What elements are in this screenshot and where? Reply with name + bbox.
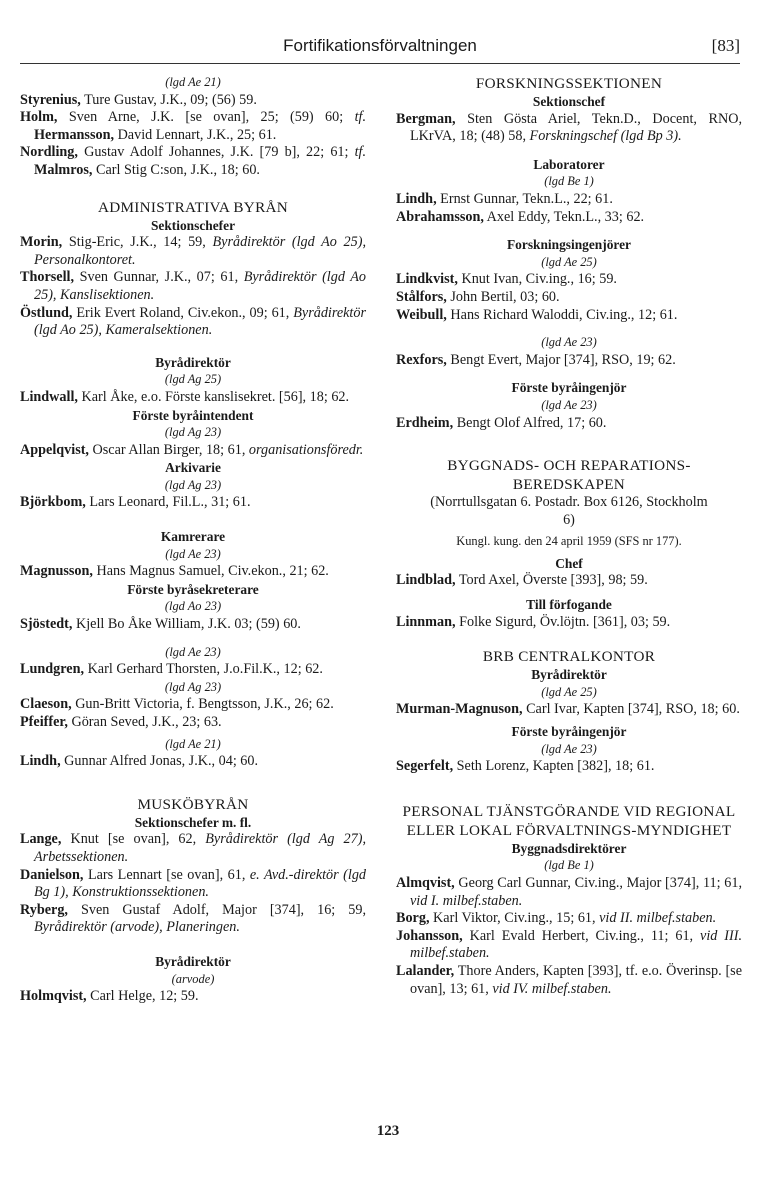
entry-name: Styrenius, bbox=[20, 91, 81, 108]
entry-name: Sjöstedt, bbox=[20, 616, 73, 633]
entry-text: Ture Gustav, J.K., 09; (56) 59. bbox=[84, 91, 257, 108]
entry-role: e. Avd.-direktör (lgd Bg 1), Konstruktionssektionen. bbox=[34, 866, 367, 901]
entry bbox=[396, 191, 742, 209]
entry bbox=[396, 910, 742, 928]
left-column bbox=[20, 74, 366, 1006]
entry-name: Weibull, bbox=[396, 306, 447, 323]
entry-name: Thorsell, bbox=[20, 269, 74, 286]
entry-name: Abrahamsson, bbox=[396, 208, 484, 225]
entry bbox=[396, 614, 742, 632]
entry bbox=[396, 289, 742, 307]
entry-name: Segerfelt, bbox=[396, 758, 454, 775]
entry-text: Sven Arne, J.K. [se ovan], 25; (59) 60; bbox=[68, 109, 344, 126]
entry-text: Kjell Bo Åke William, J.K. 03; (59) 60. bbox=[75, 616, 301, 633]
entry-role: vid IV. milbef.staben. bbox=[492, 980, 612, 997]
entry bbox=[396, 352, 742, 370]
entry-text: Ernst Gunnar, Tekn.L., 22; 61. bbox=[440, 190, 613, 207]
entry bbox=[20, 563, 366, 581]
rank-tag: (lgd Be 1) bbox=[544, 858, 594, 873]
entry bbox=[396, 572, 742, 590]
entry-name: Holmqvist, bbox=[20, 988, 87, 1005]
rank-tag: (lgd Ae 23) bbox=[165, 644, 221, 659]
entry-name: Lindh, bbox=[20, 753, 61, 770]
entry bbox=[20, 389, 366, 407]
entry-text: Knut [se ovan], 62, bbox=[70, 831, 197, 848]
entry bbox=[20, 269, 366, 304]
subsection-heading: Byrådirektör bbox=[155, 953, 231, 969]
rank-tag: (lgd Ag 23) bbox=[164, 477, 222, 492]
entry-text: Seth Lorenz, Kapten [382], 18; 61. bbox=[456, 758, 655, 775]
rank-tag: (lgd Ao 23) bbox=[164, 599, 222, 614]
entry bbox=[20, 442, 366, 460]
entry-name: Appelqvist, bbox=[20, 441, 89, 458]
entry bbox=[20, 902, 366, 937]
rank-tag: (lgd Ae 21) bbox=[165, 736, 221, 751]
subsection-heading: Förste byråingenjör bbox=[511, 380, 627, 396]
entry-name: Lindwall, bbox=[20, 388, 78, 405]
entry bbox=[396, 209, 742, 227]
entry-text: Lars Lennart [se ovan], 61, bbox=[87, 866, 246, 883]
entry-text: Bengt Olof Alfred, 17; 60. bbox=[456, 414, 607, 431]
entry-text: Karl Viktor, Civ.ing., 15; 61, bbox=[433, 910, 596, 927]
subsection-heading: Sektionschef bbox=[532, 94, 606, 109]
entry-name: Linnman, bbox=[396, 613, 456, 630]
entry-text: Gun-Britt Victoria, f. Bengtsson, J.K., 26; 62. bbox=[75, 696, 334, 713]
entry-acting: tf. bbox=[354, 109, 367, 126]
entry-name: Lindkvist, bbox=[396, 271, 458, 288]
rank-tag: (lgd Ae 23) bbox=[165, 546, 221, 561]
rank-tag: (lgd Ag 23) bbox=[164, 425, 222, 440]
entry-text: Hans Magnus Samuel, Civ.ekon., 21; 62. bbox=[96, 563, 329, 580]
entry-text: David Lennart, J.K., 25; 61. bbox=[117, 126, 277, 143]
entry-text: Oscar Allan Birger, 18; 61, bbox=[92, 441, 246, 458]
subsection-heading: Byrådirektör bbox=[155, 354, 231, 370]
rank-tag: (lgd Ae 23) bbox=[541, 335, 597, 350]
rank-tag: (lgd Ae 23) bbox=[541, 397, 597, 412]
entry-name: Morin, bbox=[20, 234, 63, 251]
page-number: 123 bbox=[376, 1123, 400, 1139]
entry-name: Lundgren, bbox=[20, 661, 85, 678]
entry bbox=[396, 111, 742, 146]
entry-name: Claeson, bbox=[20, 696, 72, 713]
entry-text: Sten Gösta Ariel, Tekn.D., Docent, RNO, LKrVA, 18; (48) 58, bbox=[410, 110, 743, 145]
entry-text: Stig-Eric, J.K., 14; 59, bbox=[68, 234, 206, 251]
entry-name: Stålfors, bbox=[396, 288, 447, 305]
entry-role: Byrådirektör (arvode), Planeringen. bbox=[34, 919, 240, 936]
entry-text: Lars Leonard, Fil.L., 31; 61. bbox=[89, 494, 251, 511]
subsection-heading: Sektionschefer m. fl. bbox=[134, 814, 252, 830]
entry-name: Johansson, bbox=[396, 927, 463, 944]
entry-text: Axel Eddy, Tekn.L., 33; 62. bbox=[486, 208, 645, 225]
entry bbox=[396, 963, 742, 998]
subsection-heading: Byggnadsdirektörer bbox=[511, 840, 627, 856]
entry bbox=[396, 928, 742, 963]
entry-name: Erdheim, bbox=[396, 414, 454, 431]
entry bbox=[20, 696, 366, 714]
entry-name: Murman-Magnuson, bbox=[396, 701, 523, 718]
rank-tag: (lgd Ag 25) bbox=[164, 372, 222, 387]
entry-acting: tf. bbox=[354, 144, 367, 161]
entry-role: vid III. milbef.staben. bbox=[410, 927, 743, 962]
entry-role: Byrådirektör (lgd Ag 27), Arbetssektionen. bbox=[34, 831, 367, 865]
section-heading: FORSKNINGSSEKTIONEN bbox=[475, 75, 663, 92]
entry-text: Gunnar Alfred Jonas, J.K., 04; 60. bbox=[64, 753, 259, 770]
entry bbox=[20, 867, 366, 902]
entry bbox=[396, 701, 742, 719]
entry-name: Holm, bbox=[20, 109, 58, 126]
entry bbox=[20, 988, 366, 1006]
entry bbox=[20, 753, 366, 771]
entry bbox=[20, 234, 366, 269]
entry bbox=[396, 307, 742, 325]
page-reference: [83] bbox=[711, 36, 740, 55]
rank-tag: (lgd Ae 25) bbox=[541, 684, 597, 699]
entry bbox=[20, 305, 366, 340]
entry bbox=[20, 494, 366, 512]
entry bbox=[20, 831, 366, 866]
entry-text: Karl Åke, e.o. Förste kanslisekret. [56], 18; 62. bbox=[81, 388, 350, 405]
running-title: Fortifikationsförvaltningen bbox=[283, 36, 477, 55]
entry-name: Magnusson, bbox=[20, 563, 93, 580]
subsection-heading: Chef bbox=[555, 555, 583, 571]
subsection-heading: Sektionschefer bbox=[150, 217, 236, 233]
entry-text: Karl Gerhard Thorsten, J.o.Fil.K., 12; 62. bbox=[87, 661, 323, 678]
entry-role: vid II. milbef.staben. bbox=[599, 910, 717, 927]
entry bbox=[20, 714, 366, 732]
rank-tag: (lgd Ae 21) bbox=[165, 75, 221, 89]
entry-role: Byrådirektör (lgd Ao 25), Personalkontoret. bbox=[34, 234, 367, 268]
entry-text: Thore Anders, Kapten [393], tf. e.o. Överinsp. [se ovan], 13; 61, bbox=[410, 962, 742, 997]
entry-name: Björkbom, bbox=[20, 494, 86, 511]
entry-text: Carl Ivar, Kapten [374], RSO, 18; 60. bbox=[526, 701, 740, 718]
entry bbox=[396, 271, 742, 289]
entry-name: Lindh, bbox=[396, 190, 437, 207]
entry-name: Bergman, bbox=[396, 110, 456, 127]
entry-name: Danielson, bbox=[20, 866, 84, 883]
entry bbox=[20, 109, 366, 144]
entry-text: Knut Ivan, Civ.ing., 16; 59. bbox=[461, 271, 617, 288]
entry-text: Georg Carl Gunnar, Civ.ing., Major [374], 11; 61, bbox=[458, 875, 742, 891]
entry bbox=[396, 415, 742, 433]
entry bbox=[396, 758, 742, 776]
rank-tag: (lgd Ae 25) bbox=[541, 254, 597, 269]
entry-text: Sven Gustaf Adolf, Major [374], 16; 59, bbox=[81, 901, 367, 918]
right-column bbox=[396, 74, 742, 998]
entry-text: John Bertil, 03; 60. bbox=[450, 288, 560, 305]
entry bbox=[396, 875, 742, 910]
entry bbox=[20, 661, 366, 679]
entry-text: Bengt Evert, Major [374], RSO, 19; 62. bbox=[450, 351, 676, 368]
running-header bbox=[20, 36, 740, 62]
entry-name: Lange, bbox=[20, 831, 62, 848]
rank-tag: (lgd Ag 23) bbox=[164, 679, 222, 694]
section-heading: PERSONAL TJÄNSTGÖRANDE VID REGIONAL ELLER LOKAL FÖRVALTNINGS-MYNDIGHET bbox=[402, 802, 736, 839]
decree-note: Kungl. kung. den 24 april 1959 (SFS nr 177). bbox=[456, 534, 682, 549]
entry-text: Carl Stig C:son, J.K., 18; 60. bbox=[96, 161, 260, 178]
entry-text: Hans Richard Waloddi, Civ.ing., 12; 61. bbox=[450, 306, 678, 323]
header-rule bbox=[20, 63, 740, 64]
entry-text: Gustav Adolf Johannes, J.K. [79 b], 22; 61; bbox=[84, 144, 349, 161]
rank-tag: (lgd Ae 23) bbox=[541, 741, 597, 756]
entry-name: Malmros, bbox=[34, 161, 93, 178]
entry bbox=[20, 144, 366, 179]
rank-tag: (arvode) bbox=[171, 971, 215, 986]
entry-text: Sven Gunnar, J.K., 07; 61, bbox=[79, 269, 239, 286]
subsection-heading: Förste byråintendent bbox=[132, 407, 254, 423]
entry-role: Byrådirektör (lgd Ao 25), Kameralsektionen. bbox=[34, 304, 366, 339]
entry-role: Forskningschef (lgd Bp 3). bbox=[529, 128, 682, 145]
rank-tag: (lgd Be 1) bbox=[544, 174, 594, 189]
section-heading: ADMINISTRATIVA BYRÅN bbox=[97, 198, 289, 216]
entry-name: Borg, bbox=[396, 910, 430, 927]
entry bbox=[20, 616, 366, 634]
subsection-heading: Till förfogande bbox=[526, 597, 612, 613]
subsection-heading: Byrådirektör bbox=[531, 667, 607, 683]
subsection-heading: Förste byråingenjör bbox=[511, 724, 627, 740]
subsection-heading: Forskningsingenjörer bbox=[507, 237, 631, 253]
entry-name: Almqvist, bbox=[396, 875, 455, 891]
entry-name: Lalander, bbox=[396, 962, 455, 979]
entry-text: Karl Evald Herbert, Civ.ing., 11; 61, bbox=[469, 927, 694, 944]
entry-role: organisationsföredr. bbox=[248, 441, 364, 458]
subsection-heading: Laboratorer bbox=[533, 156, 605, 172]
section-heading: BRB CENTRALKONTOR bbox=[482, 648, 656, 666]
entry-text: Folke Sigurd, Öv.löjtn. [361], 03; 59. bbox=[459, 613, 671, 630]
entry bbox=[20, 92, 366, 110]
entry-name: Hermansson, bbox=[34, 126, 115, 143]
entry-name: Pfeiffer, bbox=[20, 714, 68, 730]
entry-name: Nordling, bbox=[20, 144, 78, 161]
address: (Norrtullsgatan 6. Postadr. Box 6126, Stockholm 6) bbox=[430, 494, 708, 528]
entry-name: Östlund, bbox=[20, 304, 73, 321]
entry-name: Ryberg, bbox=[20, 901, 68, 918]
section-heading: MUSKÖBYRÅN bbox=[137, 795, 249, 813]
entry-text: Tord Axel, Överste [393], 98; 59. bbox=[458, 572, 648, 589]
section-heading: BYGGNADS- OCH REPARATIONS-BEREDSKAPEN bbox=[447, 457, 691, 494]
subsection-heading: Arkivarie bbox=[165, 460, 221, 476]
entry-text: Carl Helge, 12; 59. bbox=[90, 988, 199, 1005]
entry-role: vid I. milbef.staben. bbox=[410, 892, 523, 909]
entry-name: Lindblad, bbox=[396, 572, 456, 589]
subsection-heading: Förste byråsekreterare bbox=[127, 581, 259, 597]
entry-name: Rexfors, bbox=[396, 351, 447, 368]
subsection-heading: Kamrerare bbox=[160, 529, 226, 545]
entry-text: Erik Evert Roland, Civ.ekon., 09; 61, bbox=[76, 304, 290, 321]
entry-text: Göran Seved, J.K., 23; 63. bbox=[71, 714, 222, 730]
entry-role: Byrådirektör (lgd Ao 25), Kanslisektionen. bbox=[34, 269, 367, 303]
